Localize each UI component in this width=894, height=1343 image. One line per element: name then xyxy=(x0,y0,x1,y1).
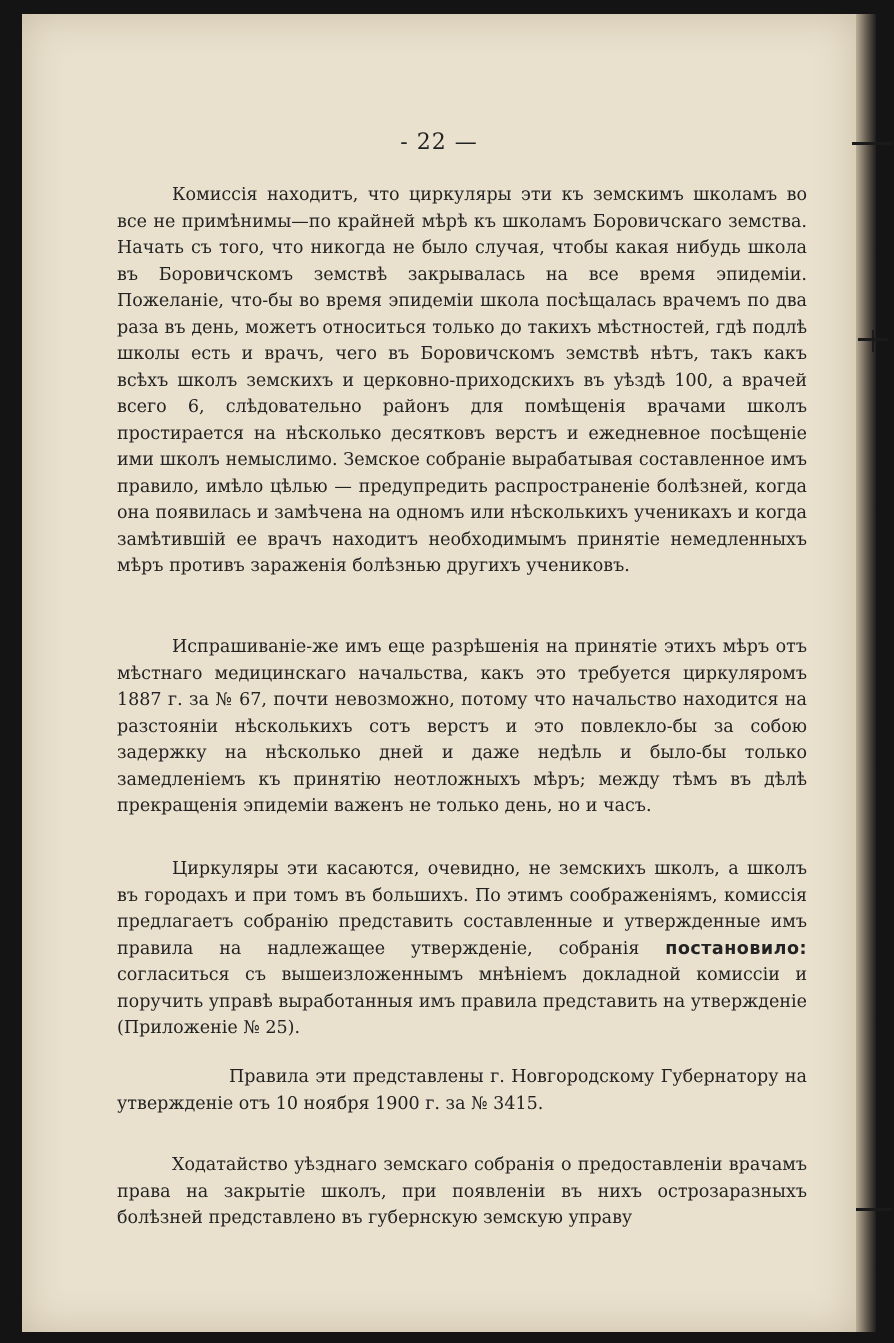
paragraph-2: Испрашиваніе-же имъ еще разрѣшенія на принятіе этихъ мѣръ отъ мѣстнаго медицинскаго начальства, какъ это требуется циркуляромъ 1887 г. за № 67, почти невозможно, потому что начальство находится на разстояніи нѣсколькихъ сотъ верстъ и это повлекло-бы за собою задержку на нѣсколько дней и даже недѣль и было-бы только замедленіемъ къ принятію неотложныхъ мѣръ; между тѣмъ въ дѣлѣ прекращенія эпидеміи важенъ не только день, но и часъ. xyxy=(117,637,807,816)
page-edge-shadow xyxy=(856,14,876,1332)
paragraph-3-text-end: согласиться съ вышеизложеннымъ мнѣніемъ докладной комиссіи и поручить управѣ выработанныя имъ правила представить на утвержденіе (Приложеніе № 25). xyxy=(117,965,807,1038)
margin-mark xyxy=(856,1208,892,1211)
resolution-keyword: постановило: xyxy=(665,938,807,959)
paragraph-3 xyxy=(117,856,807,1042)
page-number: - 22 — xyxy=(400,130,478,155)
paragraph-3-text: Циркуляры эти касаются, очевидно, не земскихъ школъ, а школъ въ городахъ и при томъ въ большихъ. По этимъ соображеніямъ, комиссія предлагаетъ собранію представить составленные и утвержденные имъ правила на надлежащее утвержденіе, собранія xyxy=(117,859,807,959)
margin-mark xyxy=(872,330,874,352)
paragraph-5: Ходатайство уѣзднаго земскаго собранія о предоставленіи врачамъ права на закрытіе школъ, при появленіи въ нихъ острозаразныхъ болѣзней представлено въ губернскую земскую управу xyxy=(117,1155,807,1228)
document-page xyxy=(22,14,856,1332)
paragraph-4: Правила эти представлены г. Новгородскому Губернатору на утвержденіе отъ 10 ноября 1900 г. за № 3415. xyxy=(117,1067,807,1114)
paragraph-1: Комиссія находитъ, что циркуляры эти къ земскимъ школамъ во все не примѣнимы—по крайней мѣрѣ къ школамъ Боровичскаго земства. Начать съ того, что никогда не было случая, чтобы какая нибудь школа въ Боровичскомъ земствѣ закрывалась на все время эпидеміи. Пожеланіе, что-бы во время эпидеміи школа посѣщалась врачемъ по два раза въ день, можетъ относиться только до такихъ мѣстностей, гдѣ подлѣ школы есть и врачъ, чего въ Боровичскомъ земствѣ нѣтъ, такъ какъ всѣхъ школъ земскихъ и церковно-приходскихъ въ уѣздѣ 100, а врачей всего 6, слѣдовательно районъ для помѣщенія врачами школъ простирается на нѣсколько десятковъ верстъ и ежедневное посѣщеніе ими школъ немыслимо. Земское собраніе вырабатывая составленное имъ правило, имѣло цѣлью — предупредить распространеніе болѣзней, когда она появилась и замѣчена на одномъ или нѣсколькихъ ученикахъ и когда замѣтившій ее врачъ находитъ необходимымъ принятіе немедленныхъ мѣръ противъ зараженія болѣзнью другихъ учениковъ. xyxy=(117,185,807,576)
margin-mark xyxy=(852,142,892,145)
